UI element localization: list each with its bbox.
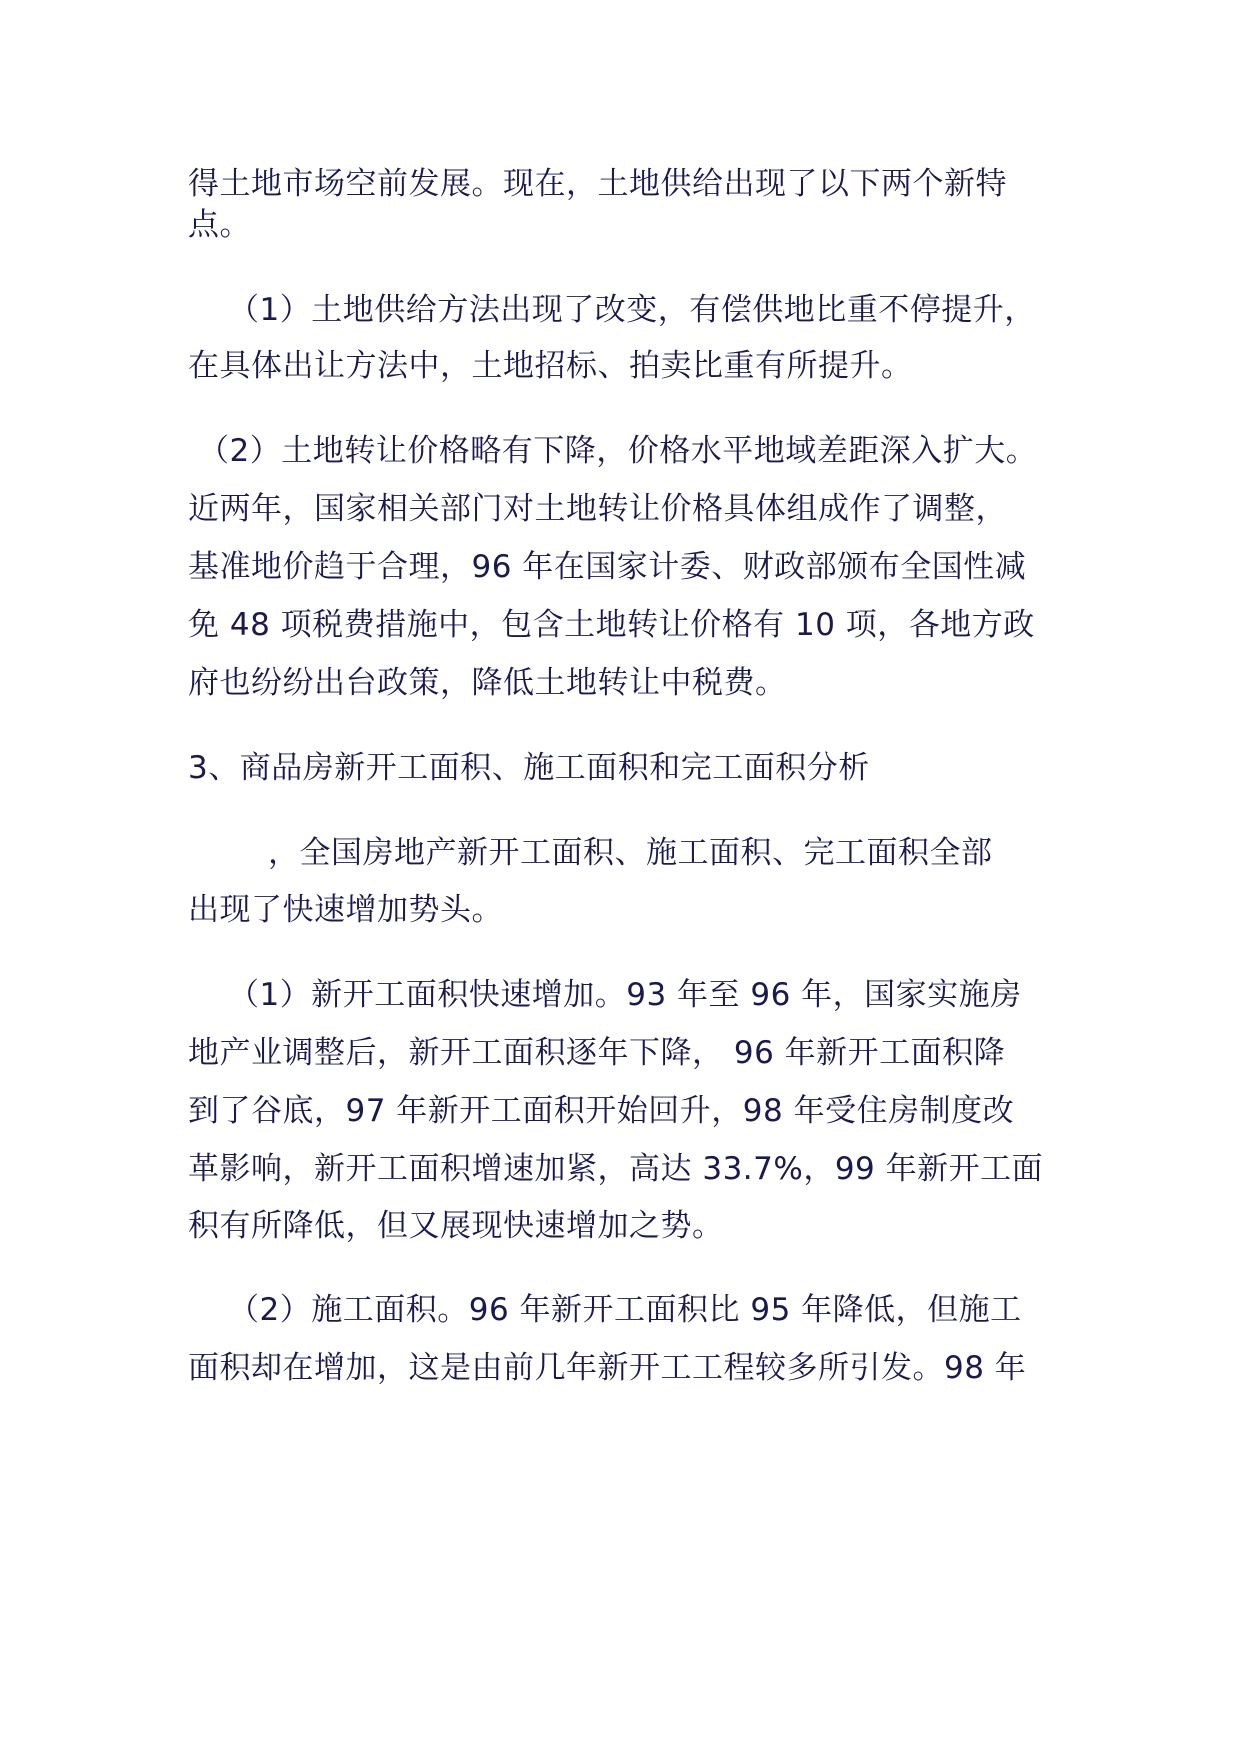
paragraph-line: 积有所降低，但又展现快速增加之势。 [188, 1208, 724, 1244]
section-heading: 3、商品房新开工面积、施工面积和完工面积分析 [188, 750, 870, 786]
paragraph-line: 革影响，新开工面积增速加紧，高达 33.7%，99 年新开工面 [188, 1151, 1044, 1187]
paragraph-line: 府也纷纷出台政策，降低土地转让中税费。 [188, 665, 787, 701]
paragraph-line: （2）施工面积。96 年新开工面积比 95 年降低，但施工 [228, 1292, 1022, 1328]
paragraph-line: 免 48 项税费措施中，包含土地转让价格有 10 项，各地方政 [188, 607, 1035, 643]
paragraph-line: （1）新开工面积快速增加。93 年至 96 年，国家实施房 [228, 977, 1022, 1013]
paragraph-line: 出现了快速增加势头。 [188, 892, 503, 928]
paragraph-line: 近两年，国家相关部门对土地转让价格具体组成作了调整， [188, 491, 1007, 527]
paragraph-line: （2）土地转让价格略有下降，价格水平地域差距深入扩大。 [198, 433, 1038, 469]
paragraph-line: 地产业调整后，新开工面积逐年下降， 96 年新开工面积降 [188, 1035, 1006, 1071]
paragraph-line: 点。 [188, 207, 251, 243]
paragraph-line: 到了谷底，97 年新开工面积开始回升，98 年受住房制度改 [188, 1093, 1015, 1129]
paragraph-line: 在具体出让方法中，土地招标、拍卖比重有所提升。 [188, 348, 913, 384]
paragraph-line: ，全国房地产新开工面积、施工面积、完工面积全部 [268, 835, 993, 871]
paragraph-line: 基准地价趋于合理，96 年在国家计委、财政部颁布全国性减 [188, 549, 1027, 585]
paragraph-line: 得土地市场空前发展。现在，土地供给出现了以下两个新特 [188, 166, 1007, 202]
paragraph-line: （1）土地供给方法出现了改变，有偿供地比重不停提升， [228, 292, 1036, 328]
paragraph-line: 面积却在增加，这是由前几年新开工工程较多所引发。98 年 [188, 1350, 1027, 1386]
